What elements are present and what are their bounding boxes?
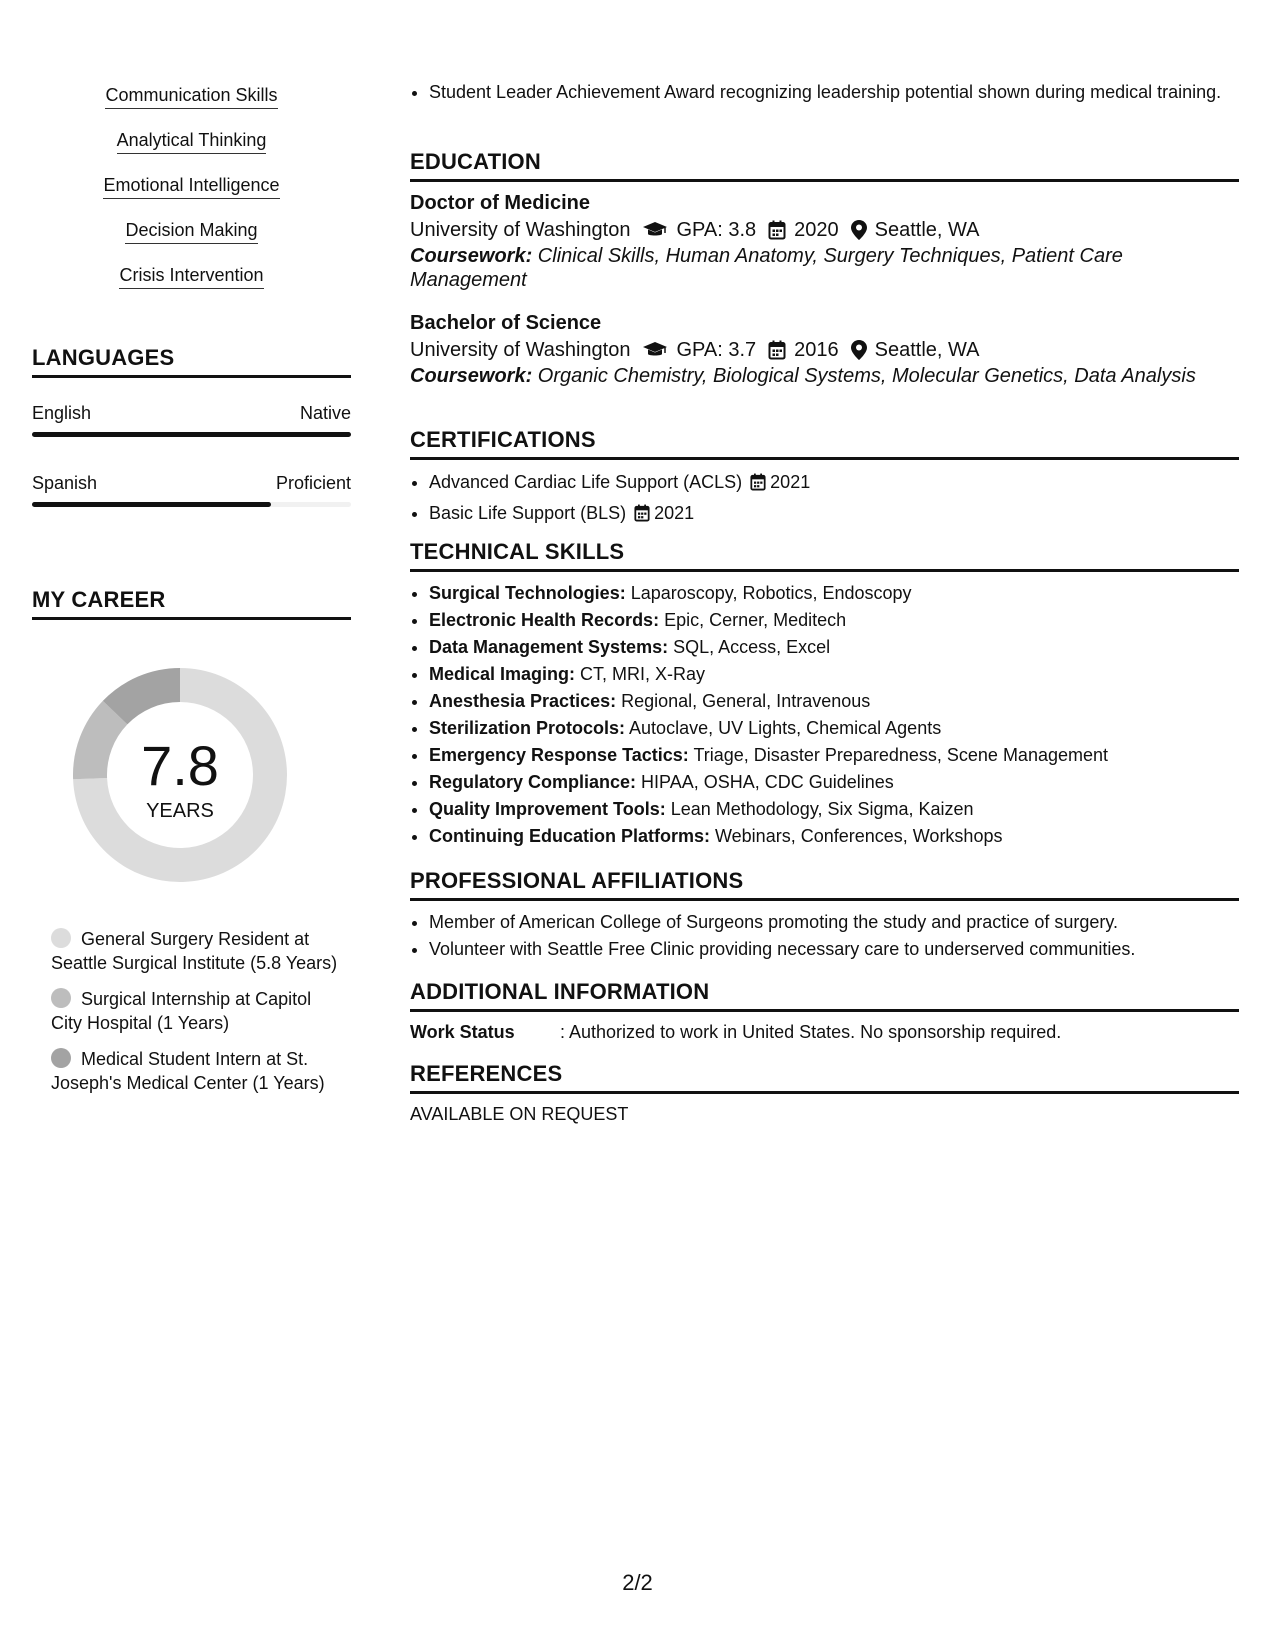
gpa: GPA: 3.7 <box>676 339 757 361</box>
legend-dot <box>51 928 71 948</box>
languages-heading: LANGUAGES <box>32 345 351 378</box>
degree-title: Bachelor of Science <box>410 312 602 334</box>
list-item: • Emergency Response Tactics: Triage, Disaster Preparedness, Scene Management <box>429 742 1239 769</box>
list-item: • Basic Life Support (BLS) 2021 <box>429 499 1239 530</box>
coursework: Coursework: Organic Chemistry, Biological Systems, Molecular Genetics, Data Analysis <box>410 365 1196 387</box>
calendar-icon <box>750 471 766 499</box>
list-item: • Data Management Systems: SQL, Access, Excel <box>429 634 1239 661</box>
graduation-cap-icon <box>642 341 668 359</box>
legend-dot <box>51 988 71 1008</box>
language-proficiency-bar <box>32 502 351 507</box>
page-number: 2/2 <box>622 1570 653 1595</box>
section-heading: ADDITIONAL INFORMATION <box>410 979 1239 1012</box>
list-item: • Electronic Health Records: Epic, Cerner, Meditech <box>429 607 1239 634</box>
graduation-year: 2016 <box>794 339 839 361</box>
list-item: • Medical Imaging: CT, MRI, X-Ray <box>429 661 1239 688</box>
list-item: • Volunteer with Seattle Free Clinic providing necessary care to underserved communities. <box>429 936 1239 963</box>
certifications-section <box>410 427 1239 530</box>
list-item: • Member of American College of Surgeons promoting the study and practice of surgery. <box>429 909 1239 936</box>
school-location: Seattle, WA <box>874 339 980 361</box>
section-heading: PROFESSIONAL AFFILIATIONS <box>410 868 1239 901</box>
career-total-unit: YEARS <box>146 800 214 822</box>
language-level: Native <box>299 403 351 423</box>
section-heading: REFERENCES <box>410 1061 1239 1094</box>
calendar-icon <box>634 502 650 530</box>
list-item: • Regulatory Compliance: HIPAA, OSHA, CDC Guidelines <box>429 769 1239 796</box>
technical-skills-section <box>410 539 1239 850</box>
language-name: English <box>32 403 92 423</box>
references-text: AVAILABLE ON REQUEST <box>410 1104 629 1124</box>
school-location: Seattle, WA <box>874 219 980 241</box>
map-pin-icon <box>851 340 867 360</box>
references-section <box>410 1061 1239 1126</box>
career-heading: MY CAREER <box>32 587 351 620</box>
language-level: Proficient <box>275 473 351 493</box>
degree-title: Doctor of Medicine <box>410 192 591 214</box>
section-heading: EDUCATION <box>410 149 1239 182</box>
language-row <box>32 472 351 507</box>
legend-dot <box>51 1048 71 1068</box>
section-heading: TECHNICAL SKILLS <box>410 539 1239 572</box>
career-legend-item: Medical Student Intern at St. Joseph's Medical Center (1 Years) <box>51 1049 325 1093</box>
calendar-icon <box>768 340 786 360</box>
calendar-icon <box>768 220 786 240</box>
list-item: • Quality Improvement Tools: Lean Methodology, Six Sigma, Kaizen <box>429 796 1239 823</box>
career-legend-item: General Surgery Resident at Seattle Surgical Institute (5.8 Years) <box>51 929 338 973</box>
list-item: • Student Leader Achievement Award recognizing leadership potential shown during medical training. <box>429 80 1229 104</box>
list-item: • Continuing Education Platforms: Webinars, Conferences, Workshops <box>429 823 1239 850</box>
graduation-year: 2020 <box>794 219 839 241</box>
affiliations-section <box>410 868 1239 963</box>
skill-item: Emotional Intelligence <box>32 174 351 199</box>
career-legend-item: Surgical Internship at Capitol City Hospital (1 Years) <box>51 989 312 1033</box>
school-name: University of Washington <box>410 219 631 241</box>
education-details <box>410 216 1239 244</box>
work-status-label: Work Status <box>410 1022 515 1042</box>
school-name: University of Washington <box>410 339 631 361</box>
list-item: • Advanced Cardiac Life Support (ACLS) 2021 <box>429 468 1239 499</box>
gpa: GPA: 3.8 <box>676 219 757 241</box>
list-item: • Surgical Technologies: Laparoscopy, Robotics, Endoscopy <box>429 580 1239 607</box>
graduation-cap-icon <box>642 221 668 239</box>
language-proficiency-bar <box>32 432 351 437</box>
map-pin-icon <box>851 220 867 240</box>
certifications-list <box>410 468 1239 530</box>
skill-item: Analytical Thinking <box>32 129 351 154</box>
section-heading: CERTIFICATIONS <box>410 427 1239 460</box>
list-item: • Sterilization Protocols: Autoclave, UV Lights, Chemical Agents <box>429 715 1239 742</box>
skill-item: Crisis Intervention <box>32 264 351 289</box>
work-status-row <box>410 1020 1239 1044</box>
language-proficiency-fill <box>32 502 271 507</box>
language-name: Spanish <box>32 473 98 493</box>
career-total-value: 7.8 <box>141 734 219 797</box>
education-section <box>410 149 1239 388</box>
education-entry <box>410 310 1239 388</box>
career-legend <box>51 927 341 1107</box>
language-proficiency-fill <box>32 432 351 437</box>
work-status-value: : Authorized to work in United States. No sponsorship required. <box>560 1022 1062 1042</box>
technical-skills-list <box>410 580 1239 850</box>
skill-item: Communication Skills <box>32 84 351 109</box>
affiliations-list <box>410 909 1239 963</box>
skill-item: Decision Making <box>32 219 351 244</box>
education-details <box>410 336 1239 364</box>
language-row <box>32 402 351 437</box>
awards-list <box>410 80 1229 104</box>
additional-info-section <box>410 979 1239 1044</box>
education-entry <box>410 190 1239 292</box>
coursework: Coursework: Clinical Skills, Human Anatomy, Surgery Techniques, Patient Care Management <box>410 245 1123 291</box>
skills-list <box>32 84 351 309</box>
list-item: • Anesthesia Practices: Regional, General, Intravenous <box>429 688 1239 715</box>
career-donut-chart <box>65 660 295 890</box>
